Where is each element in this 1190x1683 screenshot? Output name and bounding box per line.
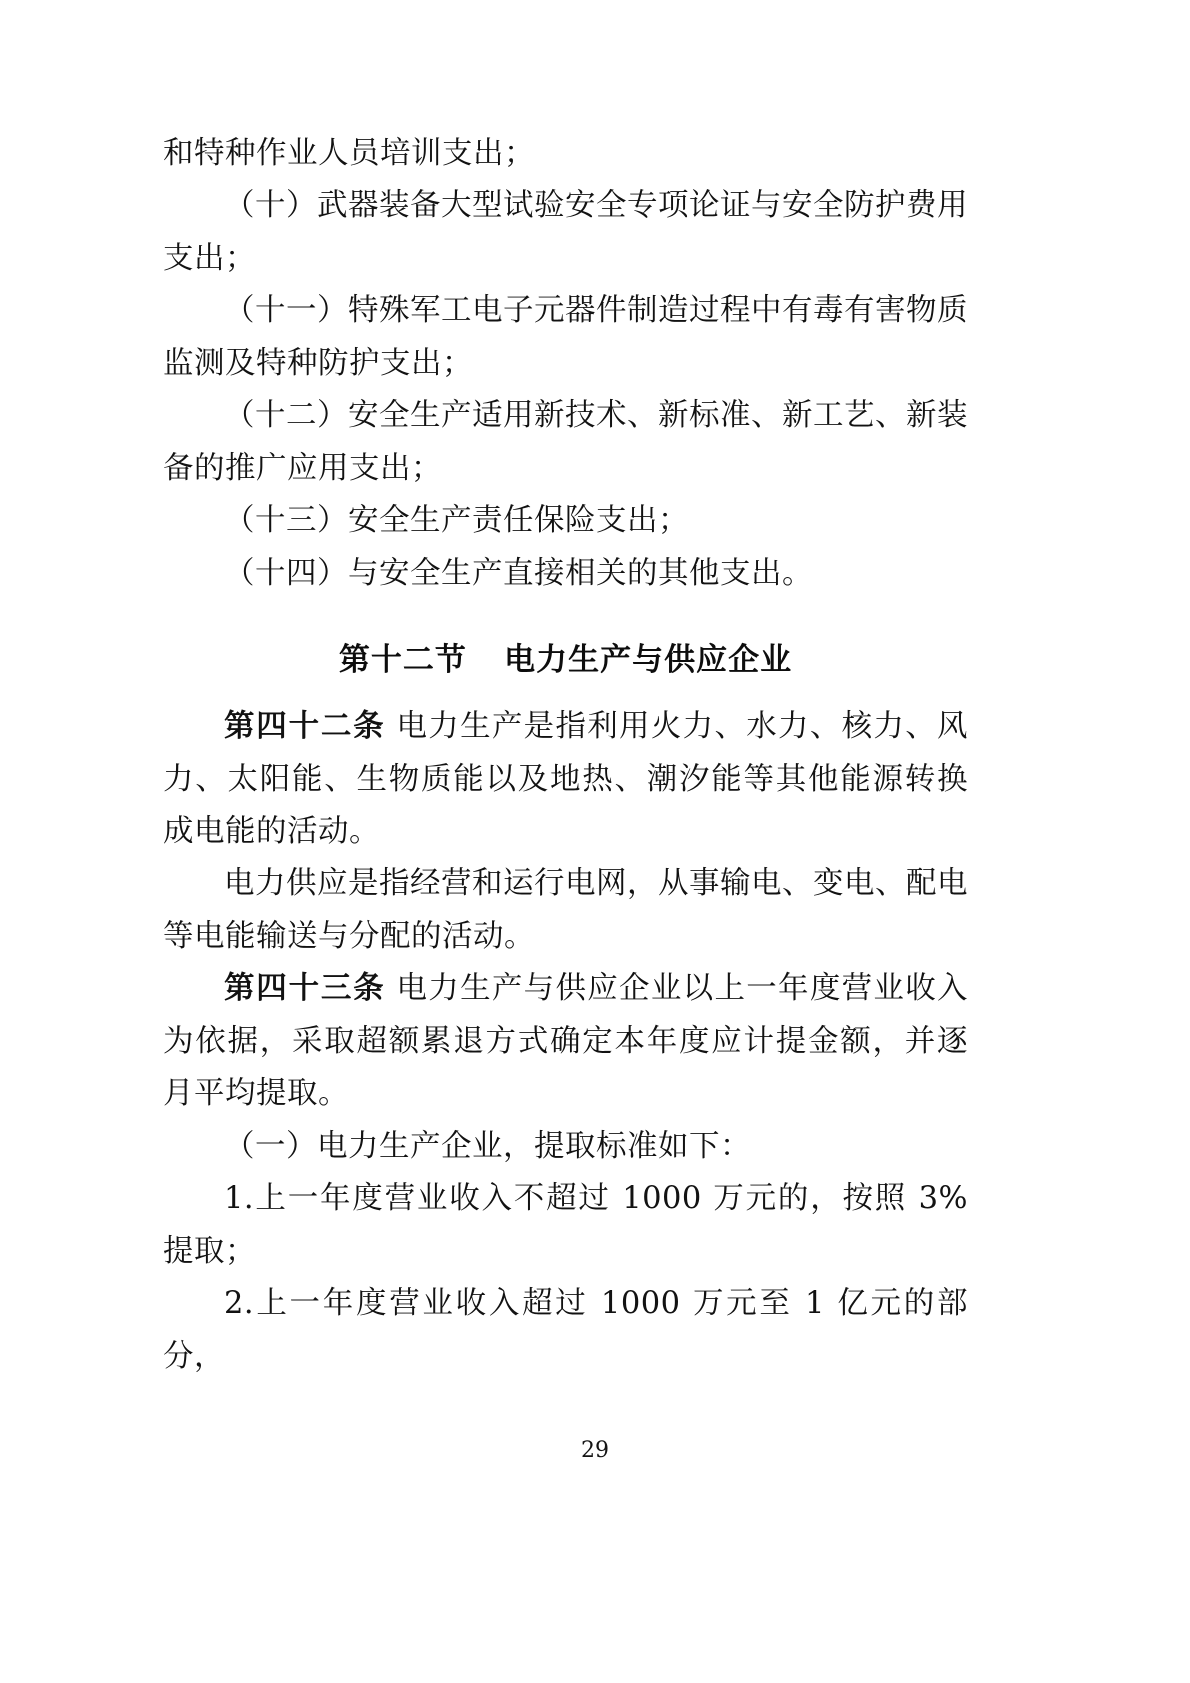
page-number: 29 bbox=[581, 1438, 609, 1463]
section-number: 第十二节 bbox=[338, 642, 467, 679]
list-item: 2.上一年度营业收入超过 1000 万元至 1 亿元的部分， bbox=[163, 1286, 968, 1374]
article-paragraph bbox=[163, 858, 968, 963]
article-paragraph bbox=[163, 701, 968, 858]
paragraph: （十）武器装备大型试验安全专项论证与安全防护费用支出； bbox=[163, 188, 968, 276]
section-name: 电力生产与供应企业 bbox=[504, 642, 793, 679]
article-text: 电力供应是指经营和运行电网，从事输电、变电、配电等电能输送与分配的活动。 bbox=[163, 866, 968, 954]
paragraph: 和特种作业人员培训支出； bbox=[163, 136, 535, 171]
article-text: 电力生产是指利用火力、水力、核力、风力、太阳能、生物质能以及地热、潮汐能等其他能源转换成电能的活动。 bbox=[163, 709, 969, 849]
article-label: 第四十二条 bbox=[224, 709, 386, 745]
page-body bbox=[163, 128, 968, 1383]
article-paragraph bbox=[163, 963, 968, 1120]
paragraph: （十一）特殊军工电子元器件制造过程中有毒有害物质监测及特种防护支出； bbox=[163, 293, 968, 381]
paragraph: （十三）安全生产责任保险支出； bbox=[224, 503, 689, 539]
paragraph: （十四）与安全生产直接相关的其他支出。 bbox=[224, 555, 813, 591]
section-heading bbox=[163, 634, 968, 679]
list-item: （一）电力生产企业，提取标准如下： bbox=[224, 1128, 751, 1164]
list-item: 1.上一年度营业收入不超过 1000 万元的，按照 3%提取； bbox=[163, 1181, 968, 1269]
paragraph: （十二）安全生产适用新技术、新标准、新工艺、新装备的推广应用支出； bbox=[163, 398, 968, 486]
article-label: 第四十三条 bbox=[224, 971, 386, 1007]
article-text: 电力生产与供应企业以上一年度营业收入为依据，采取超额累退方式确定本年度应计提金额，并逐月平均提取。 bbox=[163, 971, 969, 1112]
